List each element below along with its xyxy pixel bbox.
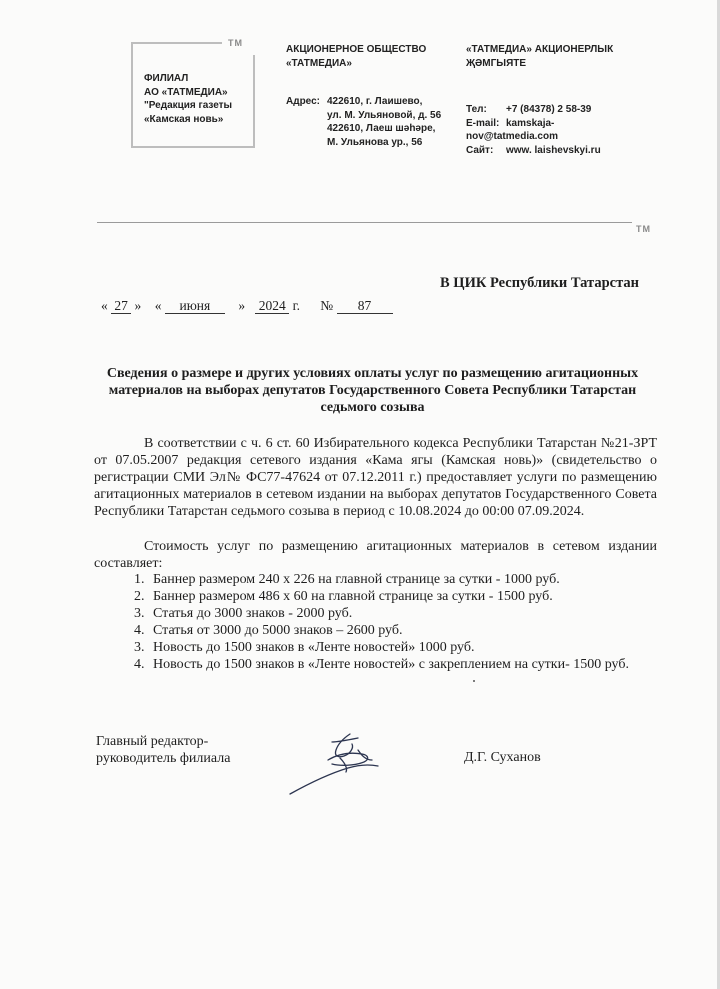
list-number: 1. [134, 572, 145, 587]
contact-label: E-mail: [466, 117, 500, 129]
contact-label: Тел: [466, 104, 487, 115]
quote-open: « [101, 298, 108, 313]
date-day: 27 [111, 299, 131, 314]
branch-line: «Камская новь» [144, 113, 224, 125]
list-number: 3. [134, 640, 145, 655]
org-name-line: АКЦИОНЕРНОЕ ОБЩЕСТВО [286, 44, 427, 55]
document-number: 87 [337, 299, 393, 314]
list-number: 3. [134, 606, 145, 621]
role-line: руководитель филиала [96, 751, 231, 766]
org-name-ru [286, 43, 426, 70]
letterhead-rule [97, 222, 632, 223]
org-name-line: «ТАТМЕДИА» АКЦИОНЕРЛЫК [466, 44, 614, 55]
quote-open: « [154, 298, 162, 313]
list-text: Новость до 1500 знаков в «Ленте новостей» с закреплением на сутки- 1500 руб. [153, 657, 629, 672]
signatory-name: Д.Г. Суханов [464, 750, 541, 765]
contact-email-cont [466, 130, 626, 144]
trademark-mark: TM [228, 38, 243, 48]
body-paragraph: В соответствии с ч. 6 ст. 60 Избирательного кодекса Республики Татарстан №21-ЗРТ от 07.05.2007 редакция сетевого издания «Кама ягы (Камская новь)» (свидетельство о регистрации СМИ Эл№ ФС77-47624 от 07.12.2011 г.) предоставляет услуги по размещению агитационных материалов в сетевом издании на выборах депутатов Государственного Совета Республики Татарстан седьмого созыва в период с 10.08.2024 до 00:00 07.09.2024. [94, 436, 657, 519]
org-name-tt [466, 43, 613, 70]
contact-value: kamskaja- [506, 117, 555, 129]
contact-phone [466, 103, 626, 117]
date-year: 2024 [255, 299, 289, 314]
role-line: Главный редактор- [96, 734, 209, 749]
contact-value: www. laishevskyi.ru [506, 144, 601, 156]
contact-label: Сайт: [466, 144, 494, 156]
year-suffix: г. [292, 298, 301, 313]
list-number: 4. [134, 623, 145, 638]
handwritten-signature [288, 728, 388, 798]
list-text: Баннер размером 240 х 226 на главной странице за сутки - 1000 руб. [153, 572, 560, 587]
price-list [134, 571, 674, 673]
address-line: 422610, Лаеш шәһәре, [327, 123, 436, 134]
list-number: 4. [134, 657, 145, 672]
list-text: Баннер размером 486 х 60 на главной странице за сутки - 1500 руб. [153, 589, 553, 604]
body-paragraph: Стоимость услуг по размещению агитационных материалов в сетевом издании составляет: [94, 539, 657, 571]
list-item [134, 605, 674, 622]
list-text: Статья до 3000 знаков - 2000 руб. [153, 606, 353, 621]
list-item [134, 656, 674, 673]
contact-email [466, 117, 626, 131]
branch-line: "Редакция газеты [144, 100, 233, 111]
number-label: № [320, 298, 334, 313]
address-line: ул. М. Ульяновой, д. 56 [327, 109, 442, 121]
list-number: 2. [134, 589, 145, 604]
date-month: июня [165, 299, 225, 314]
date-line [101, 298, 393, 314]
list-item [134, 588, 674, 605]
branch-line: АО «ТАТМЕДИА» [144, 86, 228, 98]
contacts-block [466, 103, 626, 157]
quote-close: » [238, 298, 246, 313]
list-item [134, 622, 674, 639]
list-text: Новость до 1500 знаков в «Ленте новостей» 1000 руб. [153, 640, 475, 655]
recipient: В ЦИК Республики Татарстан [440, 275, 639, 291]
list-text: Статья от 3000 до 5000 знаков – 2600 руб. [153, 623, 403, 638]
org-name-line: «ТАТМЕДИА» [286, 57, 352, 69]
address-line: 422610, г. Лаишево, [327, 96, 423, 107]
contact-value: +7 (84378) 2 58-39 [506, 104, 592, 115]
contact-site [466, 144, 626, 158]
branch-line: ФИЛИАЛ [144, 73, 189, 84]
address-line: М. Ульянова ур., 56 [327, 136, 423, 148]
document-title: Сведения о размере и других условиях оплаты услуг по размещению агитационных материалов на выборах депутатов Государственного Совета Республики Татарстан седьмого созыва [106, 366, 639, 415]
quote-close: » [134, 298, 142, 313]
branch-name [144, 72, 259, 126]
org-name-line: ҖӘМГЫЯТЕ [466, 57, 527, 69]
list-item [134, 639, 674, 656]
trademark-mark: TM [636, 224, 651, 234]
list-item [134, 571, 674, 588]
address-label: Адрес: [286, 96, 320, 107]
address-block [327, 95, 462, 149]
signatory-role [96, 733, 230, 767]
contact-value: nov@tatmedia.com [466, 131, 558, 142]
scan-speck [473, 680, 475, 682]
